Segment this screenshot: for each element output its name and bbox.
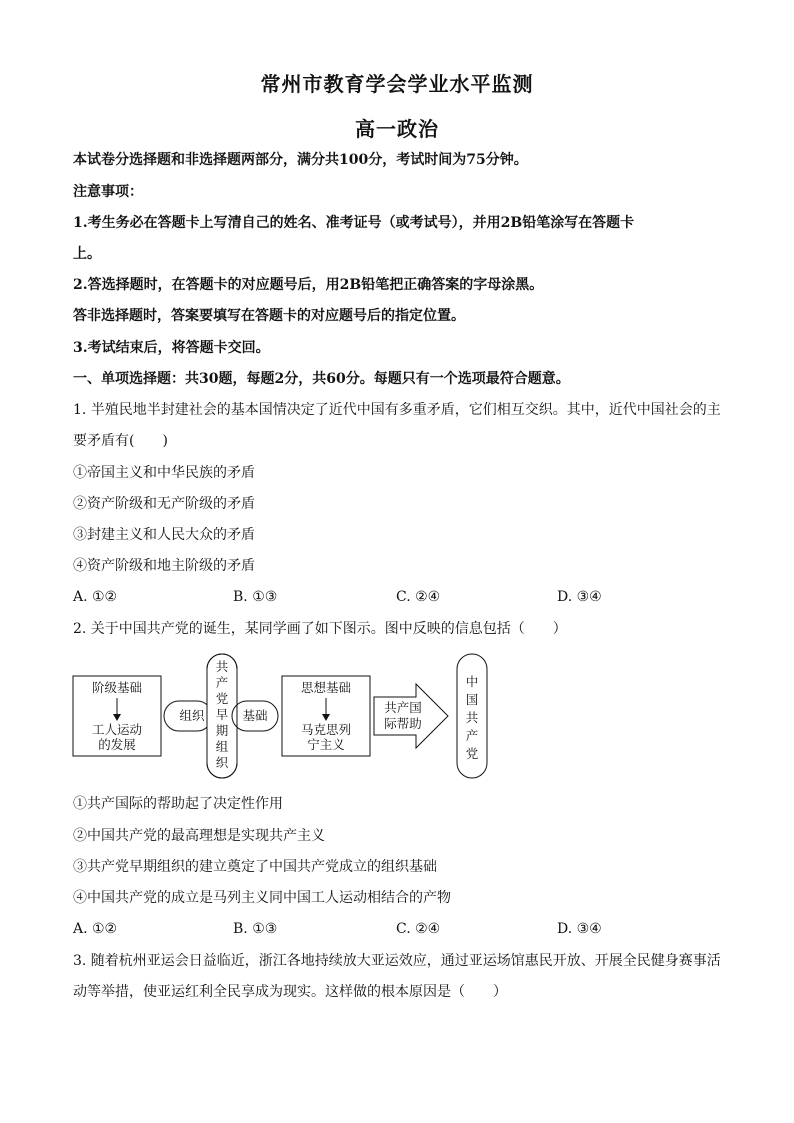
q2-item-2: ②中国共产党的最高理想是实现共产主义 [73, 828, 325, 844]
q2-option-c: C. ②④ [396, 921, 441, 937]
ccp-char: 党 [465, 746, 479, 761]
q2-stem: 2. 关于中国共产党的诞生，某同学画了如下图示。图中反映的信息包括（ ） [73, 621, 567, 637]
ccp-char: 中 [465, 674, 479, 689]
q2-item-3: ③共产党早期组织的建立奠定了中国共产党成立的组织基础 [73, 859, 437, 875]
q2-option-d: D. ③④ [557, 921, 602, 937]
q3-stem: 3. 随着杭州亚运会日益临近，浙江各地持续放大亚运效应，通过亚运场馆惠民开放、开展全民健身赛事活 [73, 953, 721, 969]
q1-item-4: ④资产阶级和地主阶级的矛盾 [73, 558, 255, 574]
q3-stem-cont: 动等举措，使亚运红利全民享成为现实。这样做的根本原因是（ ） [73, 984, 507, 1000]
intro-summary: 本试卷分选择题和非选择题两部分，满分共100分，考试时间为75分钟。 [73, 152, 528, 168]
q1-item-3: ③封建主义和人民大众的矛盾 [73, 527, 255, 543]
notice-3: 3.考试结束后，将答题卡交回。 [73, 340, 270, 356]
organization-label: 组织 [179, 708, 205, 723]
basis-label: 基础 [242, 708, 268, 723]
class-basis-label: 阶级基础 [91, 680, 143, 695]
notice-heading: 注意事项： [73, 184, 143, 200]
q1-item-2: ②资产阶级和无产阶级的矛盾 [73, 496, 255, 512]
ccp-char: 产 [465, 728, 479, 743]
q2-item-1: ①共产国际的帮助起了决定性作用 [73, 796, 283, 812]
pill-char: 共 [215, 659, 229, 674]
pill-char: 组 [215, 739, 229, 754]
notice-2-cont: 答非选择题时，答案要填写在答题卡的对应题号后的指定位置。 [73, 308, 465, 324]
q1-option-a: A. ①② [73, 589, 118, 605]
down-arrow-icon [113, 714, 121, 721]
workers-movement-line1: 工人运动 [91, 722, 143, 737]
section-heading: 一、单项选择题：共30题，每题2分，共60分。每题只有一个选项最符合题意。 [73, 371, 570, 387]
notice-2: 2.答选择题时，在答题卡的对应题号后，用2B铅笔把正确答案的字母涂黑。 [73, 277, 544, 293]
pill-char: 织 [215, 755, 229, 770]
ccp-char: 国 [465, 692, 479, 707]
pill-char: 党 [215, 691, 229, 706]
pill-char: 期 [215, 723, 229, 738]
party-founding-diagram [60, 648, 540, 784]
comintern-help-line2: 际帮助 [384, 716, 422, 731]
notice-1: 1.考生务必在答题卡上写清自己的姓名、准考证号（或考试号），并用2B铅笔涂写在答题卡 [73, 215, 635, 231]
marxism-line2: 宁主义 [307, 737, 345, 752]
q2-option-b: B. ①③ [233, 921, 278, 937]
ccp-char: 共 [465, 710, 479, 725]
q1-stem-cont: 要矛盾有( ) [73, 433, 168, 449]
q1-stem: 1. 半殖民地半封建社会的基本国情决定了近代中国有多重矛盾，它们相互交织。其中，近代中国社会的主 [73, 402, 721, 418]
q2-item-4: ④中国共产党的成立是马列主义同中国工人运动相结合的产物 [73, 890, 451, 906]
exam-title: 常州市教育学会学业水平监测 [260, 72, 534, 96]
pill-char: 早 [215, 707, 229, 722]
q2-option-a: A. ①② [73, 921, 118, 937]
q1-item-1: ①帝国主义和中华民族的矛盾 [73, 465, 255, 481]
notice-1-cont: 上。 [73, 246, 101, 262]
q1-option-d: D. ③④ [557, 589, 602, 605]
marxism-line1: 马克思列 [300, 722, 352, 737]
ideological-basis-label: 思想基础 [300, 680, 352, 695]
pill-char: 产 [215, 675, 229, 690]
down-arrow-icon [322, 714, 330, 721]
q1-option-b: B. ①③ [233, 589, 278, 605]
comintern-help-line1: 共产国 [384, 700, 422, 715]
q1-option-c: C. ②④ [396, 589, 441, 605]
workers-movement-line2: 的发展 [98, 737, 136, 752]
exam-subject: 高一政治 [355, 117, 439, 141]
